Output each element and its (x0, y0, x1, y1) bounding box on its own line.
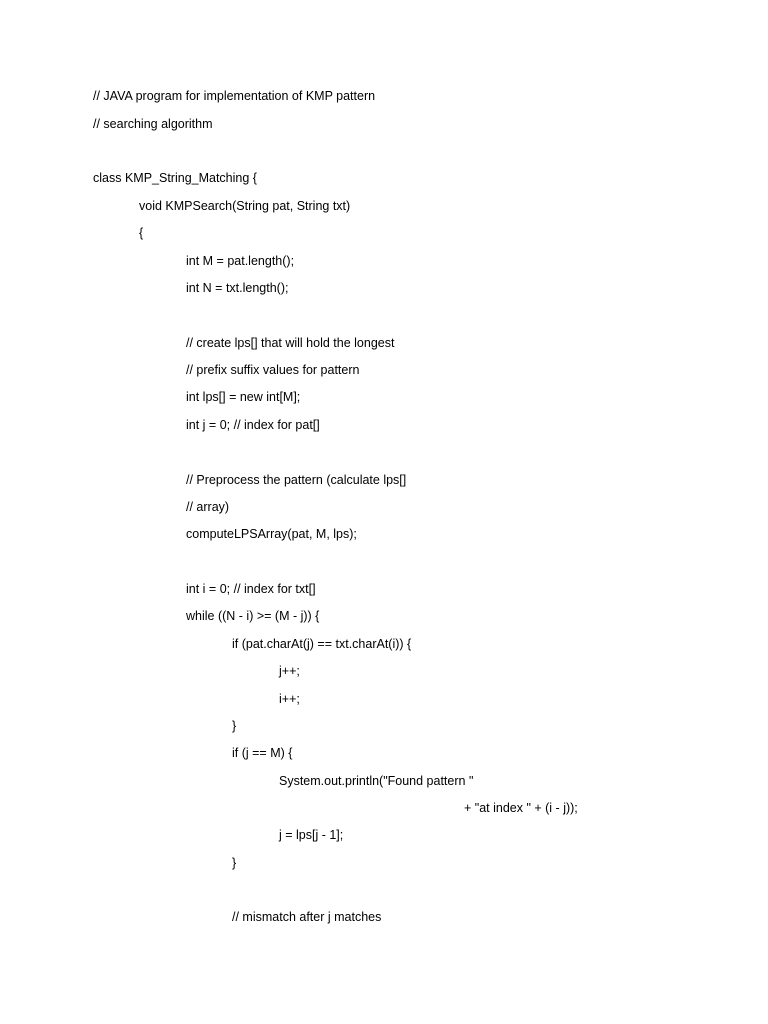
code-line: void KMPSearch(String pat, String txt) (139, 199, 351, 213)
code-line: j = lps[j - 1]; (279, 828, 344, 842)
code-line: // searching algorithm (93, 117, 213, 131)
code-line: // mismatch after j matches (232, 910, 382, 924)
code-line: j++; (279, 664, 300, 678)
code-line: class KMP_String_Matching { (93, 171, 257, 185)
code-line: + "at index " + (i - j)); (464, 801, 578, 815)
code-line: int j = 0; // index for pat[] (186, 418, 320, 432)
code-line: } (232, 856, 237, 870)
code-line: // JAVA program for implementation of KMP pattern (93, 89, 376, 103)
code-line: // prefix suffix values for pattern (186, 363, 360, 377)
code-line: int lps[] = new int[M]; (186, 390, 301, 404)
code-line: // array) (186, 500, 230, 514)
code-line: } (232, 719, 237, 733)
code-line: { (139, 226, 144, 240)
code-line: // create lps[] that will hold the longest (186, 336, 395, 350)
code-line: computeLPSArray(pat, M, lps); (186, 527, 357, 541)
code-line: int M = pat.length(); (186, 254, 295, 268)
code-line: while ((N - i) >= (M - j)) { (186, 609, 320, 623)
code-line: if (pat.charAt(j) == txt.charAt(i)) { (232, 637, 412, 651)
code-line: // Preprocess the pattern (calculate lps[] (186, 473, 407, 487)
code-line: int N = txt.length(); (186, 281, 289, 295)
code-line: i++; (279, 692, 300, 706)
code-line: if (j == M) { (232, 746, 293, 760)
code-line: System.out.println("Found pattern " (279, 774, 474, 788)
code-line: int i = 0; // index for txt[] (186, 582, 316, 596)
